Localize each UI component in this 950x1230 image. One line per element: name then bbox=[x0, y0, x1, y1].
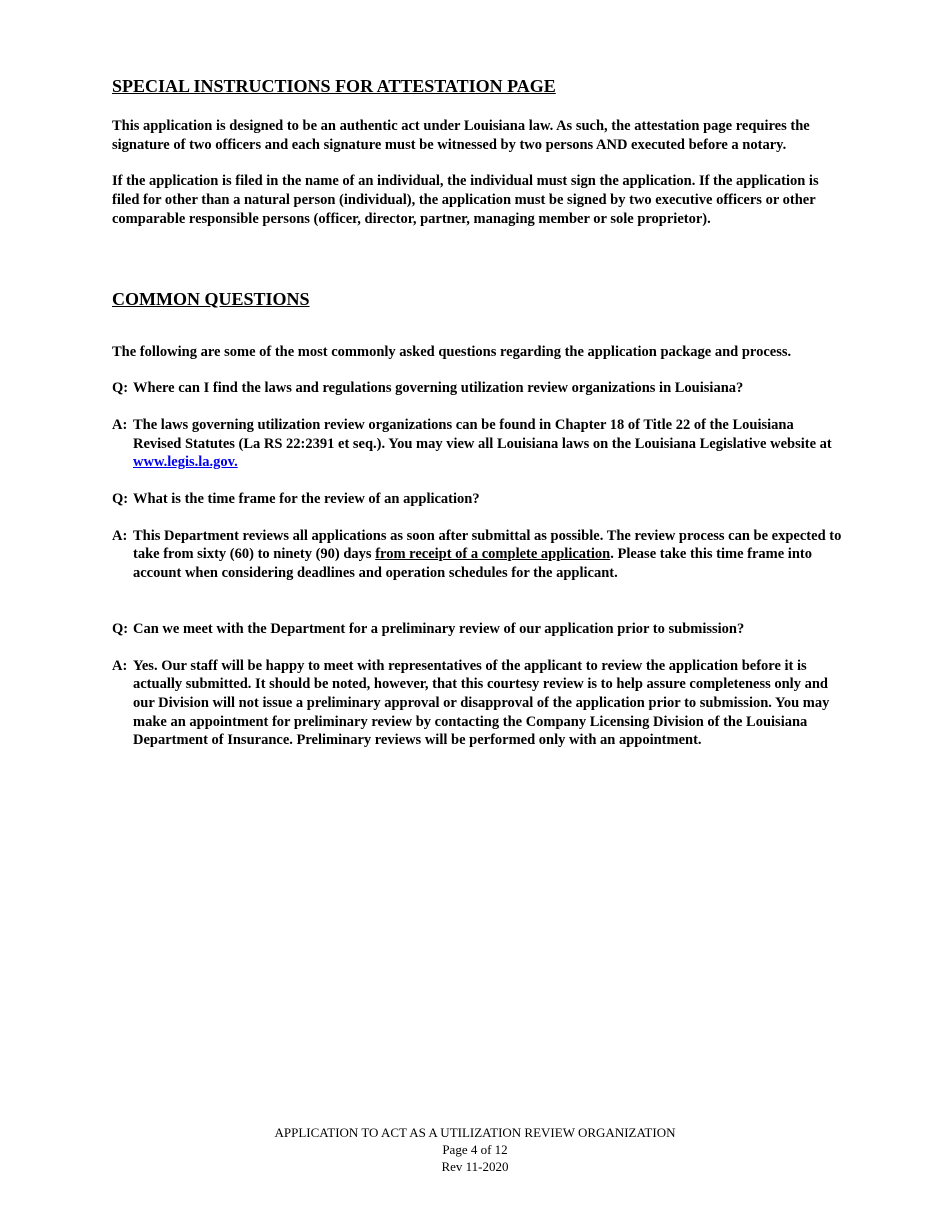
answer-2-body bbox=[133, 527, 842, 583]
question-2 bbox=[112, 490, 842, 509]
special-instructions-heading: SPECIAL INSTRUCTIONS FOR ATTESTATION PAGE bbox=[112, 76, 556, 96]
question-2-text: What is the time frame for the review of an application? bbox=[133, 491, 480, 508]
answer-prefix: A: bbox=[112, 527, 128, 544]
legis-website-link[interactable]: www.legis.la.gov. bbox=[133, 454, 238, 471]
answer-1-text: The laws governing utilization review organizations can be found in Chapter 18 of Title 22 of the Louisiana Revised Statutes (La RS 22:2391 et seq.). You may view all Louisiana laws on the Louisiana Legislative website at bbox=[133, 416, 832, 452]
answer-2-text-start: This Department reviews all applications as soon after submittal as possible. The review process can be expected to take from sixty (60) to ninety (90) days bbox=[133, 527, 842, 563]
answer-prefix: A: bbox=[112, 657, 128, 674]
footer-document-title: APPLICATION TO ACT AS A UTILIZATION REVIEW ORGANIZATION bbox=[274, 1125, 676, 1140]
answer-1-body bbox=[133, 416, 842, 472]
answer-2-underlined-text: from receipt of a complete application bbox=[375, 546, 611, 563]
special-instructions-paragraph-2: If the application is filed in the name of an individual, the individual must sign the application. If the application is filed for other than a natural person (individual), the application must be signed by two executive officers or other comparable responsible persons (officer, director, partner, managing member or sole proprietor). bbox=[112, 173, 819, 227]
answer-2-text-end: . Please take this time frame into account when considering deadlines and operation schedules for the applicant. bbox=[133, 546, 812, 582]
answer-3-text: Yes. Our staff will be happy to meet with representatives of the applicant to review the application before it is actually submitted. It should be noted, however, that this courtesy review is to help assure completeness only and our Division will not issue a preliminary approval or disapproval of the application prior to submission. You may make an appointment for preliminary review by contacting the Company Licensing Division of the Louisiana Department of Insurance. Preliminary reviews will be performed only with an appointment. bbox=[133, 657, 830, 749]
question-prefix: Q: bbox=[112, 380, 129, 397]
answer-1 bbox=[112, 416, 842, 472]
answer-prefix: A: bbox=[112, 416, 128, 433]
question-prefix: Q: bbox=[112, 620, 129, 637]
question-3-text: Can we meet with the Department for a preliminary review of our application prior to submission? bbox=[133, 620, 745, 637]
footer-revision: Rev 11-2020 bbox=[441, 1159, 509, 1174]
common-questions-intro: The following are some of the most commonly asked questions regarding the application package and process. bbox=[112, 343, 792, 360]
page-content bbox=[112, 74, 842, 750]
page-footer bbox=[0, 1124, 950, 1175]
footer-page-number: Page 4 of 12 bbox=[442, 1142, 508, 1157]
special-instructions-paragraph-1: This application is designed to be an authentic act under Louisiana law. As such, the attestation page requires the signature of two officers and each signature must be witnessed by two persons AND executed before a notary. bbox=[112, 118, 810, 153]
question-1-text: Where can I find the laws and regulations governing utilization review organizations in Louisiana? bbox=[133, 380, 744, 397]
question-3 bbox=[112, 620, 842, 639]
answer-3 bbox=[112, 657, 842, 751]
answer-2 bbox=[112, 527, 842, 583]
question-prefix: Q: bbox=[112, 491, 129, 508]
question-1 bbox=[112, 379, 842, 398]
common-questions-heading: COMMON QUESTIONS bbox=[112, 288, 310, 309]
